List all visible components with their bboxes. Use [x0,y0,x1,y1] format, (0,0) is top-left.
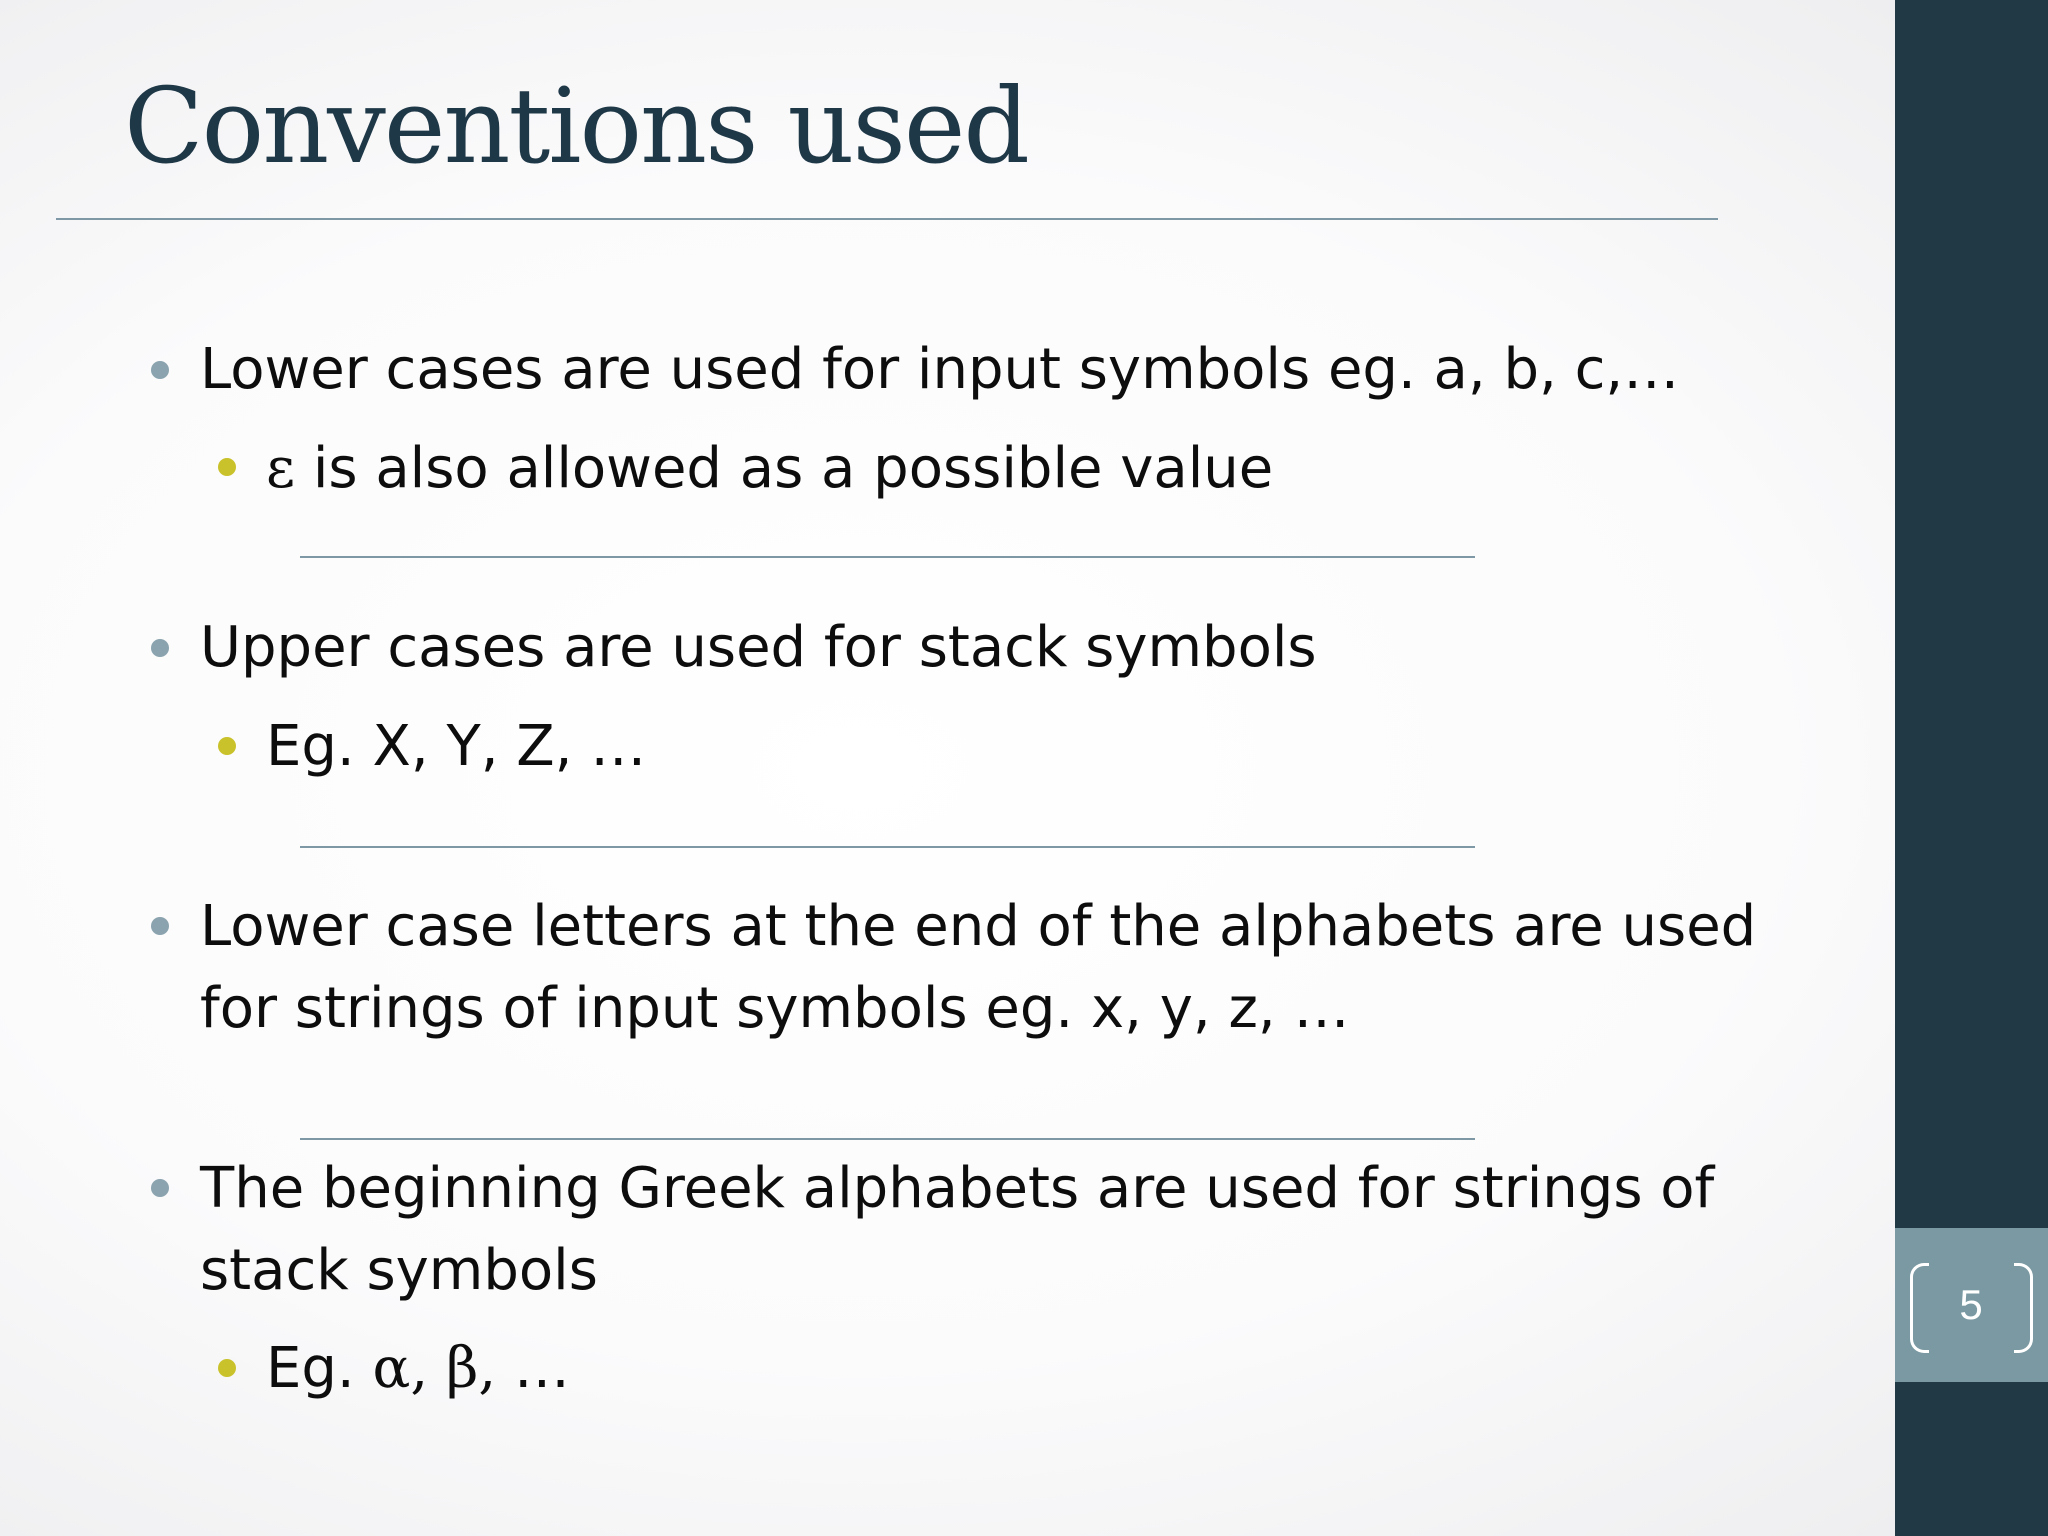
bullet-dot [151,917,169,935]
left-bracket-icon [1910,1263,1929,1353]
bullet-text-line: Lower case letters at the end of the alphabets are used [200,894,1757,959]
bullet-text: Upper cases are used for stack symbols [200,615,1317,680]
sub-bullet-item [266,706,646,788]
bullet-text-line: The beginning Greek alphabets are used for strings of [200,1156,1715,1221]
section-divider [300,556,1475,558]
sub-bullet-prefix: Eg. [266,1336,373,1401]
bullet-item [200,607,1317,689]
bullet-item [200,886,1756,1050]
bullet-dot [151,361,169,379]
bullet-dot [151,1179,169,1197]
bullet-text-line: for strings of input symbols eg. x, y, z, … [200,976,1350,1041]
sub-bullet-text: is also allowed as a possible value [295,436,1274,501]
sub-bullet-item [266,428,1273,510]
sub-bullet-dot [218,1359,236,1377]
bullet-item [200,1148,1714,1312]
title-divider [56,218,1718,220]
sub-bullet-dot [218,458,236,476]
section-divider [300,846,1475,848]
sub-bullet-text: Eg. X, Y, Z, … [266,714,647,779]
right-bracket-icon [2014,1263,2033,1353]
sub-bullet-item [266,1328,570,1410]
bullet-item [200,329,1679,411]
sub-bullet-suffix: … [496,1336,570,1401]
sub-bullet-dot [218,737,236,755]
bullet-dot [151,639,169,657]
greek-symbols: α, β, [372,1336,497,1401]
epsilon-symbol: ε [266,436,296,501]
slide-title: Conventions used [124,65,1028,187]
bullet-text: Lower cases are used for input symbols eg. a, b, c,… [200,337,1680,402]
section-divider [300,1138,1475,1140]
page-number: 5 [1959,1281,1983,1328]
bullet-text-line: stack symbols [200,1238,598,1303]
